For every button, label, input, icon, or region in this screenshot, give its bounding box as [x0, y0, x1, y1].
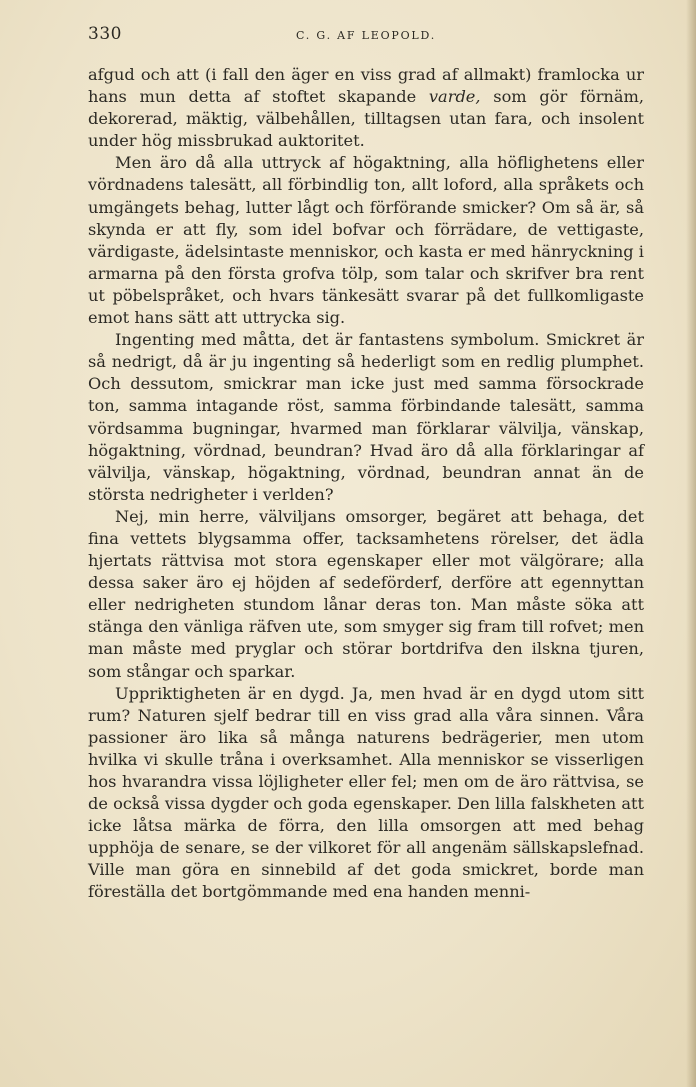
page-header [88, 24, 644, 46]
paragraph-text: som gör förnäm, dekorerad, mäktig, välbehållen, tilltagsen utan fara, och insolent under hög missbrukad auktoritet. [88, 87, 645, 151]
running-head: C. G. AF LEOPOLD. [295, 29, 437, 42]
paragraph [88, 64, 644, 152]
paragraph: Men äro då alla uttryck af högaktning, alla höflighetens eller vördnadens talesätt, all förbindlig ton, allt loford, alla språkets och umgängets behag, lutter lågt och förförande smicker? Om så är, så skynda er att fly, som idel bofvar och förrädare, de vettigaste, värdigaste, ädelsintaste menniskor, och kasta er med hänryckning i armarna på den första grofva tölp, som talar och skrifver bra rent ut pöbelspråket, och hvars tänkesätt svarar på det fullkomligaste emot hans sätt att uttrycka sig. [88, 153, 644, 328]
paragraph: Uppriktigheten är en dygd. Ja, men hvad är en dygd utom sitt rum? Naturen sjelf bedrar till en viss grad alla våra sinnen. Våra passioner äro lika så många naturens bedrägerier, men utom hvilka vi skulle tråna i overksamhet. Alla menniskor se visserligen hos hvarandra vissa löjligheter eller fel; men om de äro rättvisa, se de också vissa dygder och goda egenskaper. Den lilla falskheten att icke låtsa märka de förra, den lilla omsorgen att med behag upphöja de senare, se der vilkoret för all angenäm sällskapslefnad. Ville man göra en sinnebild af det goda smickret, borde man föreställa det bortgömmande med ena handen menni- [88, 683, 644, 902]
paragraph: Ingenting med måtta, det är fantastens symbolum. Smickret är så nedrigt, då är ju ingenting så hederligt som en redlig plumphet. Och dessutom, smickrar man icke just med samma försockrade ton, samma intagande röst, samma förbindande talesätt, samma vördsamma bugningar, hvarmed man förklarar välvilja, vänskap, högaktning, vördnad, beundran? Hvad äro då alla förklaringar af välvilja, vänskap, högaktning, vördnad, beundran annat än de största nedrigheter i verlden? [88, 330, 644, 504]
page-number: 330 [88, 24, 122, 44]
paragraph-text: afgud och att (i fall den äger en viss grad af allmakt) framlocka ur hans mun detta af stoftet skapande [88, 65, 644, 107]
paragraph: Nej, min herre, välviljans omsorger, begäret att behaga, det fina vettets blygsamma offer, tacksamhetens rörelser, det ädla hjertats rättvisa mot stora egenskaper eller mot välgörare; alla dessa saker äro ej höjden af sedeförderf, derföre att egennyttan eller nedrigheten stundom lånar deras ton. Man måste söka att stänga den vänliga räfven ute, som smyger sig fram till rofvet; men man måste med pryglar och störar bortdrifva den ilskna tjuren, som stångar och sparkar. [88, 506, 644, 681]
body-text [88, 64, 644, 904]
emphasized-word: varde, [428, 87, 481, 107]
